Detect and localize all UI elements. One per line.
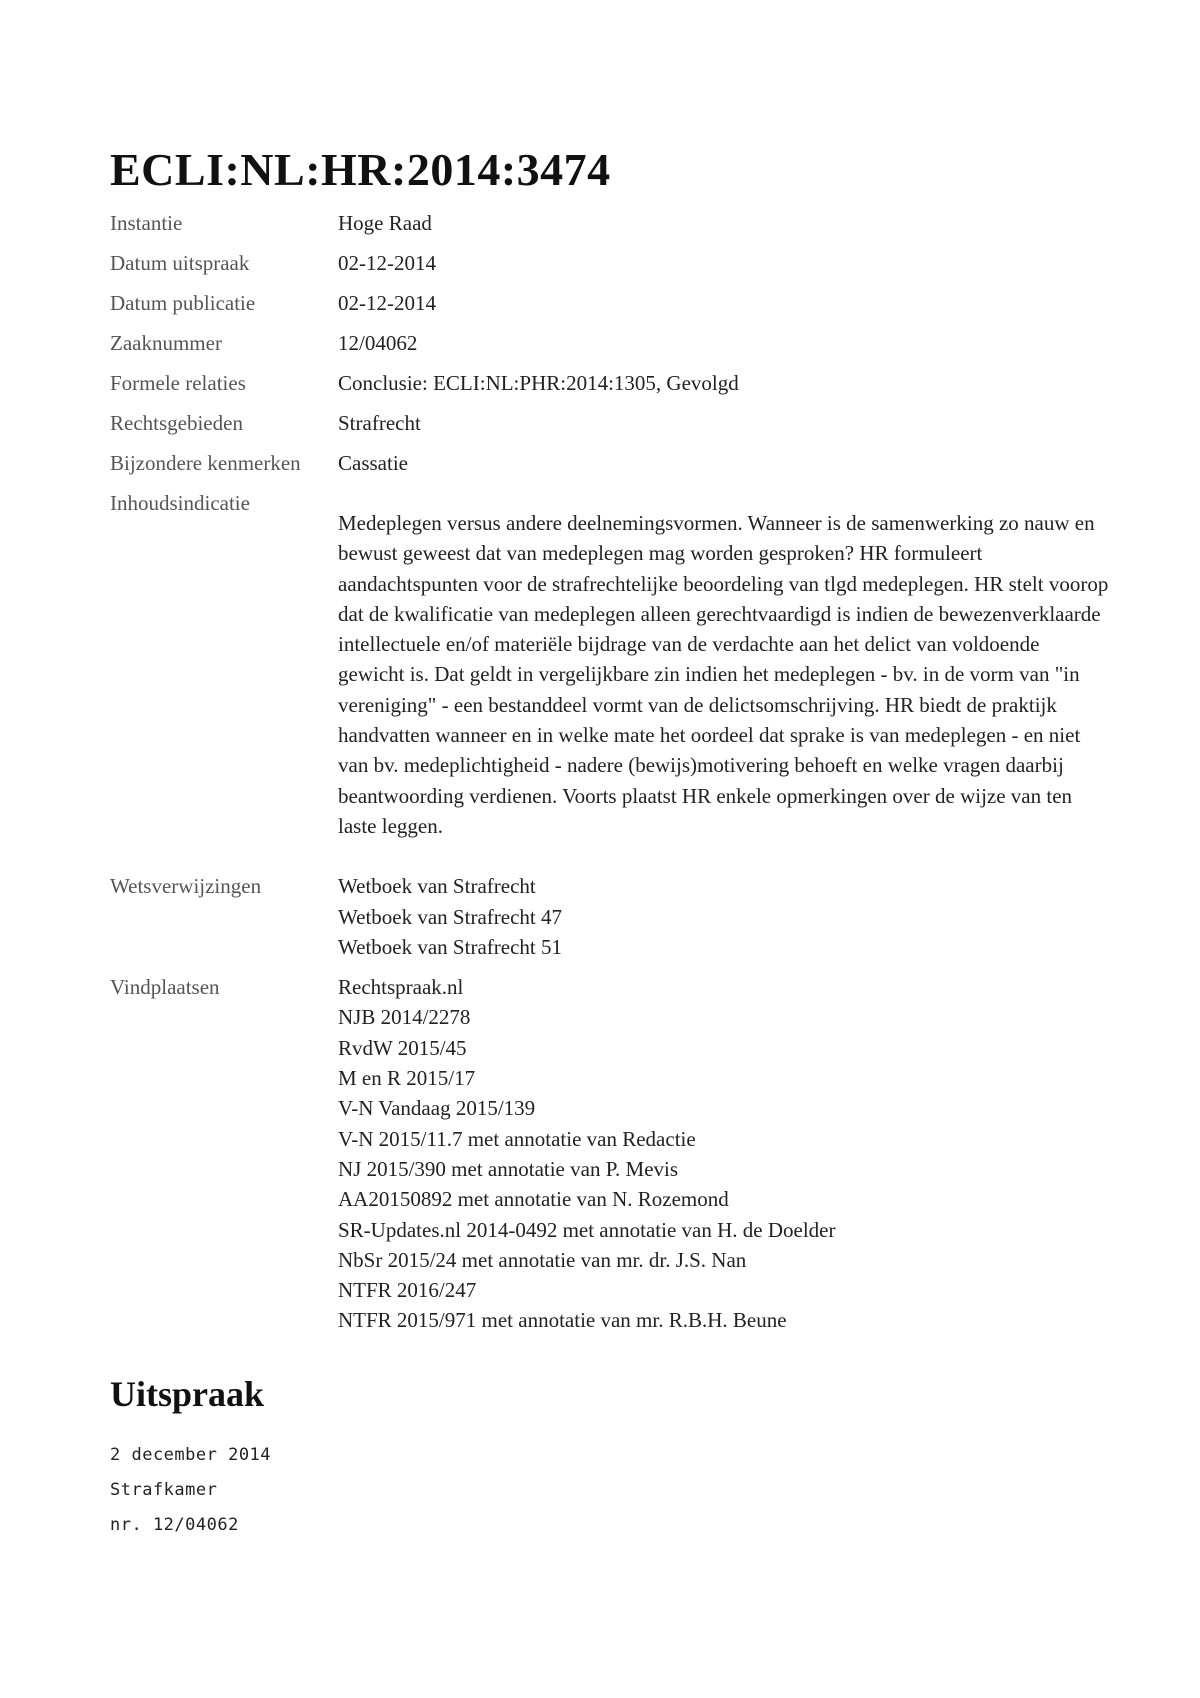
meta-value: Strafrecht	[338, 411, 421, 435]
vindplaats-item: M en R 2015/17	[338, 1066, 476, 1091]
meta-label: Datum uitspraak	[110, 251, 250, 275]
meta-label: Rechtsgebieden	[110, 411, 243, 435]
vindplaats-item: V-N 2015/11.7 met annotatie van Redactie	[338, 1126, 696, 1151]
meta-row-instantie	[110, 208, 1110, 238]
meta-value: 12/04062	[338, 331, 418, 355]
meta-row-inhoudsindicatie	[110, 488, 1110, 841]
vindplaats-item: SR-Updates.nl 2014-0492 met annotatie van H. de Doelder	[338, 1217, 836, 1242]
wetsverwijzing-link[interactable]: Wetboek van Strafrecht 51	[338, 934, 562, 959]
vindplaats-item: V-N Vandaag 2015/139	[338, 1096, 536, 1121]
vindplaats-item: NJ 2015/390 met annotatie van P. Mevis	[338, 1156, 679, 1181]
meta-value: 02-12-2014	[338, 291, 436, 315]
meta-row-formele-relaties	[110, 368, 1110, 398]
meta-row-vindplaatsen	[110, 972, 1110, 1336]
meta-row-datum-uitspraak	[110, 248, 1110, 278]
meta-row-zaaknummer	[110, 328, 1110, 358]
meta-value: Hoge Raad	[338, 211, 432, 235]
document-page	[110, 140, 1110, 1549]
vindplaats-item[interactable]: Rechtspraak.nl	[338, 975, 464, 1000]
vindplaats-item: NbSr 2015/24 met annotatie van mr. dr. J.S. Nan	[338, 1247, 747, 1272]
vindplaatsen-list	[338, 972, 1110, 1336]
meta-label: Datum publicatie	[110, 291, 256, 315]
uitspraak-chamber: Strafkamer	[110, 1479, 218, 1500]
meta-label: Inhoudsindicatie	[110, 491, 250, 515]
vindplaats-item: AA20150892 met annotatie van N. Rozemond	[338, 1187, 729, 1212]
meta-label: Instantie	[110, 211, 183, 235]
meta-value: Cassatie	[338, 451, 408, 475]
meta-row-datum-publicatie	[110, 288, 1110, 318]
meta-label: Vindplaatsen	[110, 975, 220, 1000]
vindplaats-item: RvdW 2015/45	[338, 1035, 467, 1060]
vindplaats-item: NTFR 2015/971 met annotatie van mr. R.B.H. Beune	[338, 1308, 787, 1333]
inhoudsindicatie-text: Medeplegen versus andere deelnemingsvormen. Wanneer is de samenwerking zo nauw en bewust geweest dat van medeplegen mag worden gesproken? HR formuleert aandachtspunten voor de strafrechtelijke beoordeling van tlgd medeplegen. HR stelt voorop dat de kwalificatie van medeplegen alleen gerechtvaardigd is indien de bewezenverklaarde intellectuele en/of materiële bijdrage van de verdachte aan het delict van voldoende gewicht is. Dat geldt in vergelijkbare zin indien het medeplegen - bv. in de vorm van "in vereniging" - een bestanddeel vormt van de delictsomschrijving. HR biedt de praktijk handvatten wanneer en in welke mate het oordeel dat sprake is van medeplegen - en niet van bv. medeplichtigheid - nadere (bewijs)motivering behoeft en welke vragen daarbij beantwoording verdienen. Voorts plaatst HR enkele opmerkingen over de wijze van ten laste leggen.	[338, 511, 1109, 838]
meta-row-wetsverwijzingen	[110, 871, 1110, 962]
formele-relaties-link[interactable]: Conclusie: ECLI:NL:PHR:2014:1305, Gevolgd	[338, 371, 739, 395]
uitspraak-date: 2 december 2014	[110, 1444, 272, 1465]
wetsverwijzing-link[interactable]: Wetboek van Strafrecht	[338, 874, 536, 899]
meta-value: 02-12-2014	[338, 251, 436, 275]
vindplaats-item: NTFR 2016/247	[338, 1278, 477, 1303]
vindplaats-item: NJB 2014/2278	[338, 1005, 471, 1030]
document-title: ECLI:NL:HR:2014:3474	[110, 144, 611, 195]
meta-row-bijzondere-kenmerken	[110, 448, 1110, 478]
meta-row-rechtsgebieden	[110, 408, 1110, 438]
meta-label: Formele relaties	[110, 371, 246, 395]
uitspraak-heading: Uitspraak	[110, 1373, 265, 1414]
meta-label: Zaaknummer	[110, 331, 222, 355]
meta-label: Bijzondere kenmerken	[110, 451, 301, 475]
uitspraak-case-number: nr. 12/04062	[110, 1514, 239, 1535]
meta-label: Wetsverwijzingen	[110, 874, 262, 899]
wetsverwijzingen-list	[338, 871, 1110, 962]
wetsverwijzing-link[interactable]: Wetboek van Strafrecht 47	[338, 904, 562, 929]
